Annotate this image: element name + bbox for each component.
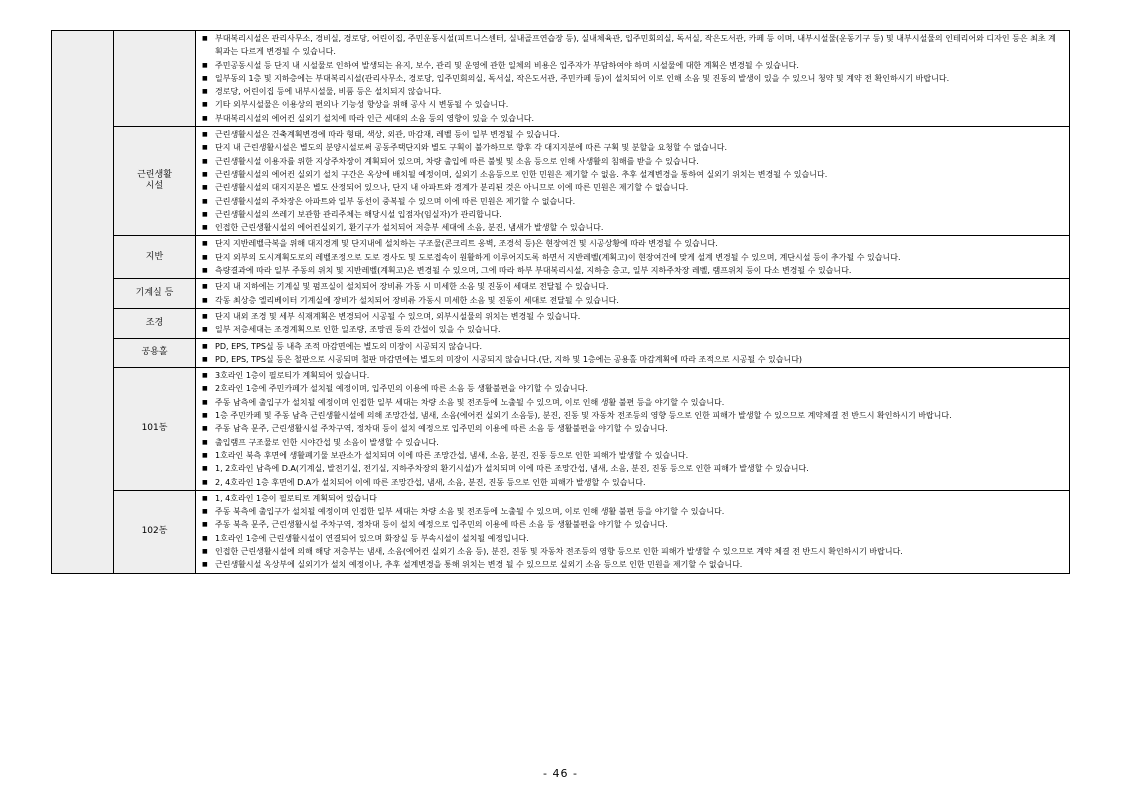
bullet-item: ■ 근린생활시설의 쓰레기 보관함 관리주체는 해당시설 입점자(임실자)가 관리합니다. (202, 208, 1063, 221)
section-content (196, 368, 1070, 491)
section-label-text: 101동 (141, 423, 168, 434)
section-row (52, 279, 1070, 309)
bullet-list (202, 280, 1063, 307)
category-column (52, 31, 114, 574)
bullet-item: ■ 근린생활시설의 대지지분은 별도 산정되어 있으나, 단지 내 아파트와 경계가 분리된 것은 아니므로 이에 따른 민원은 제기할 수 없습니다. (202, 181, 1063, 194)
bullet-item: ■ 단지 외부의 도시계획도로의 레벨조정으로 도로 경사도 및 도로접속이 원활하게 이루어지도록 하면서 지반레벨(계획고)이 현장여건에 맞게 설계 변경될 수 있으며, 계단시설 등이 추가될 수 있습니다. (202, 251, 1063, 264)
section-content (196, 490, 1070, 573)
bullet-item: ■ 주동 북측 문주, 근린생활시설 주차구역, 정차대 등이 설치 예정으로 입주민의 이용에 따른 소음 등 생활불편을 야기할 수 있습니다. (202, 518, 1063, 531)
bullet-item: ■ 경로당, 어린이집 등에 내부시설물, 비품 등은 설치되지 않습니다. (202, 85, 1063, 98)
section-row (52, 236, 1070, 279)
section-label-text: 공용홀 (141, 347, 168, 358)
section-row (52, 31, 1070, 127)
section-row (52, 490, 1070, 573)
section-label (114, 490, 196, 573)
bullet-item: ■ 1층 주민카페 및 주동 남측 근린생활시설에 의해 조망간섭, 냄새, 소음(에어컨 실외기 소음등), 분진, 진동 및 자동차 전조등의 영향 등으로 인한 피해가 발생할 수 있으므로 계약체결 전 반드시 확인하시기 바랍니다. (202, 409, 1063, 422)
notice-table-container (51, 30, 1070, 574)
bullet-item: ■ 주동 남측 문주, 근린생활시설 주차구역, 정차대 등이 설치 예정으로 입주민의 이용에 따른 소음 등 생활불편을 야기할 수 있습니다. (202, 422, 1063, 435)
bullet-item: ■ 1, 4호라인 1층이 필로티로 계획되어 있습니다 (202, 492, 1063, 505)
section-content (196, 338, 1070, 368)
section-label-text: 지반 (145, 251, 164, 262)
section-content (196, 308, 1070, 338)
page-number: - 46 - (543, 767, 578, 780)
notice-table (51, 30, 1070, 574)
bullet-item: ■ 1호라인 1층에 근린생활시설이 연결되어 있으며 화장실 등 부속시설이 설치될 예정입니다. (202, 532, 1063, 545)
bullet-item: ■ 출입램프 구조물로 인한 시야간섭 및 소음이 발생할 수 있습니다. (202, 436, 1063, 449)
bullet-item: ■ 인접한 근린생활시설의 에어컨실외기, 환기구가 설치되어 저층부 세대에 소음, 분진, 냄새가 발생할 수 있습니다. (202, 221, 1063, 234)
bullet-item: ■ 부대복리시설은 관리사무소, 경비실, 경로당, 어린이집, 주민운동시설(피트니스센터, 실내골프연습장 등), 실내체육관, 입주민회의실, 독서실, 작은도서관, 카페 등 이며, 내부시설물(운동기구 등) 및 내부시설물의 인테리어와 디자인 등은 최초 계획과는 다르게 변경될 수 있습니다. (202, 32, 1063, 59)
section-label-text: 102동 (141, 526, 168, 537)
bullet-item: ■ PD, EPS, TPS실 등은 철판으로 시공되며 철판 마감면에는 별도의 미장이 시공되지 않습니다.(단, 지하 및 1층에는 공용홀 마감계획에 따라 조적으로 시공될 수 있습니다) (202, 353, 1063, 366)
bullet-item: ■ 주동 남측에 출입구가 설치될 예정이며 인접한 일부 세대는 차량 소음 및 전조등에 노출될 수 있으며, 이로 인해 생활 불편 등을 야기할 수 있습니다. (202, 396, 1063, 409)
bullet-list (202, 310, 1063, 337)
section-label (114, 368, 196, 491)
bullet-item: ■ 부대복리시설의 에어컨 실외기 설치에 따라 인근 세대의 소음 등의 영향이 있을 수 있습니다. (202, 112, 1063, 125)
section-label-text: 근린생활 시설 (137, 170, 172, 192)
bullet-item: ■ 주동 북측에 출입구가 설치될 예정이며 인접한 일부 세대는 차량 소음 및 전조등에 노출될 수 있으며, 이로 인해 생활 불편 등을 야기할 수 있습니다. (202, 505, 1063, 518)
bullet-item: ■ 일부동의 1층 및 지하층에는 부대복리시설(관리사무소, 경로당, 입주민회의실, 독서실, 작은도서관, 주민카페 등)이 설치되어 이로 인해 소음 및 진동의 발생이 있을 수 있으니 청약 및 계약 전 확인하시기 바랍니다. (202, 72, 1063, 85)
bullet-item: ■ 2, 4호라인 1층 후면에 D.A가 설치되어 이에 따른 조망간섭, 냄새, 소음, 분진, 진동 등으로 인한 피해가 발생할 수 있습니다. (202, 476, 1063, 489)
bullet-list (202, 32, 1063, 125)
section-label (114, 308, 196, 338)
bullet-item: ■ 단지 내 근린생활시설은 별도의 분양시설로써 공동주택단지와 별도 구획이 불가하므로 향후 각 대지지분에 따른 구획 및 분할을 요청할 수 없습니다. (202, 141, 1063, 154)
bullet-list (202, 237, 1063, 277)
section-content (196, 31, 1070, 127)
section-label (114, 338, 196, 368)
bullet-item: ■ 근린생활시설 이용자를 위한 지상주차장이 계획되어 있으며, 차량 출입에 따른 불빛 및 소음 등으로 인해 사생활의 침해를 받을 수 있습니다. (202, 155, 1063, 168)
bullet-item: ■ 1, 2호라인 남측에 D.A(기계실, 발전기실, 전기실, 지하주차장의 환기시설)가 설치되며 이에 따른 조망간섭, 냄새, 소음, 분진, 진동 등으로 인한 피해가 발생할 수 있습니다. (202, 462, 1063, 475)
bullet-item: ■ 주민공동시설 등 단지 내 시설물로 인하여 발생되는 유지, 보수, 관리 및 운영에 관한 일체의 비용은 입주자가 부담하여야 하며 시설물에 대한 계획은 변경될 수 있습니다. (202, 59, 1063, 72)
section-label (114, 127, 196, 236)
bullet-item: ■ 근린생활시설 옥상부에 실외기가 설치 예정이나, 추후 설계변경을 통해 위치는 변경 될 수 있으므로 실외기 소음 등으로 인한 민원을 제기할 수 없습니다. (202, 558, 1063, 571)
section-row (52, 368, 1070, 491)
section-row (52, 308, 1070, 338)
section-content (196, 279, 1070, 309)
bullet-list (202, 369, 1063, 489)
section-content (196, 236, 1070, 279)
section-row (52, 127, 1070, 236)
bullet-item: ■ 일부 저층세대는 조경계획으로 인한 일조량, 조망권 등의 간섭이 있을 수 있습니다. (202, 323, 1063, 336)
bullet-item: ■ 각동 최상층 엘리베이터 기계실에 장비가 설치되어 장비류 가동시 미세한 소음 및 진동이 세대로 전달될 수 있습니다. (202, 294, 1063, 307)
bullet-item: ■ 단지 내 지하에는 기계실 및 펌프실이 설치되어 장비류 가동 시 미세한 소음 및 진동이 세대로 전달될 수 있습니다. (202, 280, 1063, 293)
bullet-item: ■ 측량결과에 따라 일부 주동의 위치 및 지반레벨(계획고)은 변경될 수 있으며, 그에 따라 하부 부대복리시설, 지하층 층고, 일부 지하주차장 레벨, 램프위치 등이 다소 변경될 수 있습니다. (202, 264, 1063, 277)
section-label (114, 236, 196, 279)
section-label-text: 기계실 등 (135, 288, 174, 299)
section-label-text: 조경 (145, 317, 164, 328)
bullet-item: ■ 1호라인 북측 후면에 생활폐기물 보관소가 설치되며 이에 따른 조망간섭, 냄새, 소음, 분진, 진동 등으로 인한 피해가 발생할 수 있습니다. (202, 449, 1063, 462)
bullet-list (202, 340, 1063, 367)
bullet-item: ■ 근린생활시설의 에어컨 실외기 설치 구간은 옥상에 배치될 예정이며, 실외기 소음등으로 인한 민원은 제기할 수 없음. 추후 설계변경을 통하여 실외기 위치는 변경될 수 있습니다. (202, 168, 1063, 181)
bullet-list (202, 492, 1063, 572)
bullet-list (202, 128, 1063, 234)
section-content (196, 127, 1070, 236)
section-row (52, 338, 1070, 368)
bullet-item: ■ PD, EPS, TPS실 등 내측 조적 마감면에는 별도의 미장이 시공되지 않습니다. (202, 340, 1063, 353)
bullet-item: ■ 3호라인 1층이 필로티가 계획되어 있습니다. (202, 369, 1063, 382)
bullet-item: ■ 2호라인 1층에 주민카페가 설치될 예정이며, 입주민의 이용에 따른 소음 등 생활불편을 야기할 수 있습니다. (202, 382, 1063, 395)
bullet-item: ■ 단지 내외 조경 및 세부 식재계획은 변경되어 시공될 수 있으며, 외부시설물의 위치는 변경될 수 있습니다. (202, 310, 1063, 323)
section-label (114, 279, 196, 309)
bullet-item: ■ 인접한 근린생활시설에 의해 해당 저층부는 냄새, 소음(에어컨 실외기 소음 등), 분진, 진동 및 자동차 전조등의 영향 등으로 인한 피해가 발생할 수 있으므로 계약 체결 전 반드시 확인하시기 바랍니다. (202, 545, 1063, 558)
section-label (114, 31, 196, 127)
bullet-item: ■ 단지 지반레벨극복을 위해 대지경계 및 단지내에 설치하는 구조물(콘크리트 옹벽, 조경석 등)은 현장여건 및 시공상황에 따라 변경될 수 있습니다. (202, 237, 1063, 250)
bullet-item: ■ 기타 외부시설물은 이용상의 편의나 기능성 향상을 위해 공사 시 변동될 수 있습니다. (202, 98, 1063, 111)
bullet-item: ■ 근린생활시설의 주차장은 아파트와 일부 동선이 중복될 수 있으며 이에 따른 민원은 제기할 수 없습니다. (202, 195, 1063, 208)
bullet-item: ■ 근린생활시설은 건축계획변경에 따라 형태, 색상, 외관, 마감재, 레벨 등이 일부 변경될 수 있습니다. (202, 128, 1063, 141)
